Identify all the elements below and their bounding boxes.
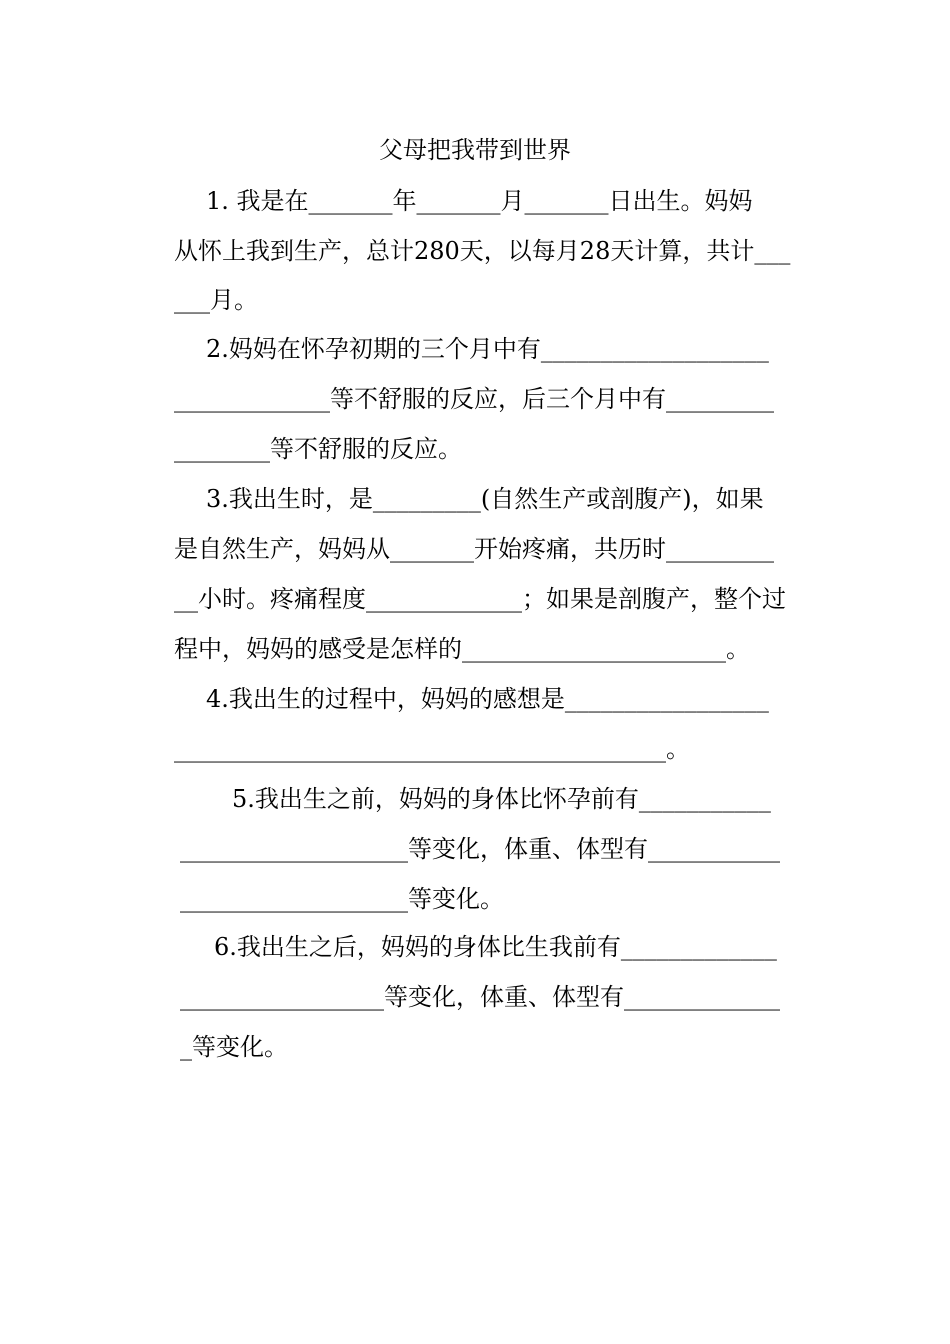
q1-line-1: 1. 我是在_______年_______月_______日出生。妈妈 — [206, 187, 753, 215]
q5-line-1: 5.我出生之前，妈妈的身体比怀孕前有___________ — [232, 785, 771, 813]
q3-line-4: 程中，妈妈的感受是怎样的______________________。 — [174, 635, 750, 663]
q5-line-2: ___________________等变化，体重、体型有___________ — [180, 835, 780, 863]
q6-line-2: _________________等变化，体重、体型有_____________ — [180, 983, 780, 1011]
q3-line-2: 是自然生产，妈妈从_______开始疼痛，共历时_________ — [174, 535, 774, 563]
q6-line-3: _等变化。 — [180, 1033, 288, 1061]
q6-line-1: 6.我出生之后，妈妈的身体比生我前有_____________ — [214, 933, 777, 961]
q3-line-3: __小时。疼痛程度_____________；如果是剖腹产，整个过 — [174, 585, 786, 613]
q2-line-2: _____________等不舒服的反应，后三个月中有_________ — [174, 385, 774, 413]
q1-line-3: ___月。 — [174, 286, 258, 314]
q1-line-2: 从怀上我到生产，总计280天，以每月28天计算，共计___ — [174, 237, 791, 265]
q4-line-2: _________________________________________。 — [174, 735, 690, 763]
q3-line-1: 3.我出生时，是_________(自然生产或剖腹产)，如果 — [206, 485, 764, 513]
q2-line-1: 2.妈妈在怀孕初期的三个月中有___________________ — [206, 335, 769, 363]
page-title: 父母把我带到世界 — [379, 136, 571, 164]
q4-line-1: 4.我出生的过程中，妈妈的感想是_________________ — [206, 685, 769, 713]
q5-line-3: ___________________等变化。 — [180, 885, 504, 913]
q2-line-3: ________等不舒服的反应。 — [174, 435, 462, 463]
